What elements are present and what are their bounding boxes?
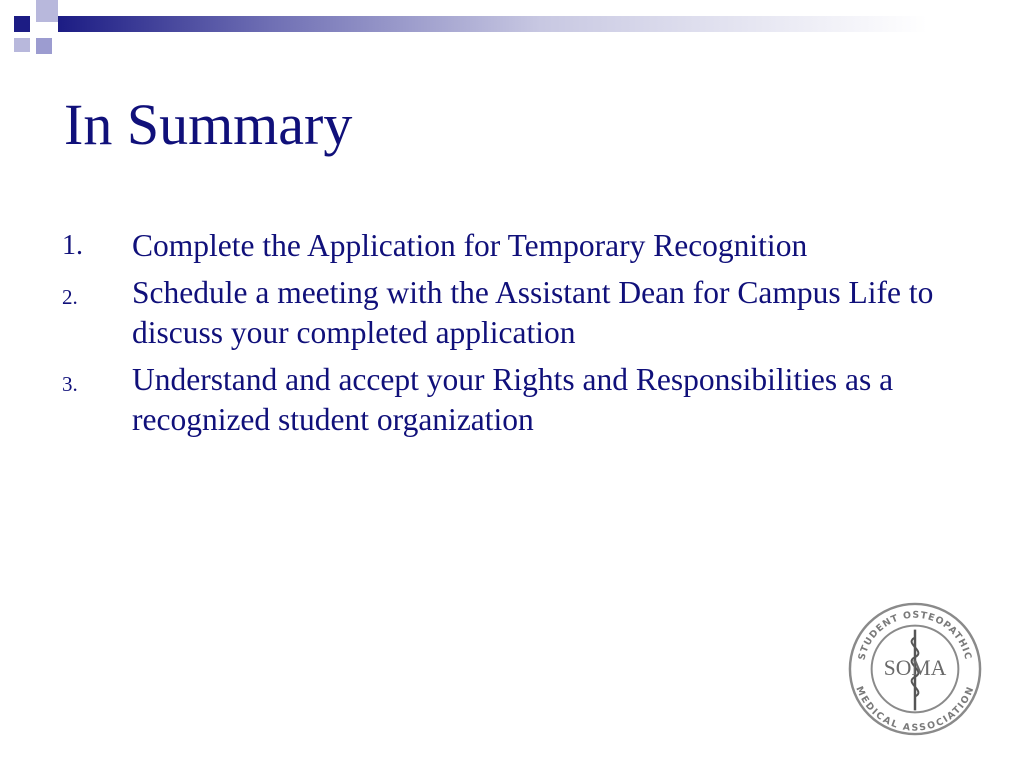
logo-ring-text-bottom: MEDICAL ASSOCIATION <box>853 684 977 734</box>
list-item-text: Complete the Application for Temporary Recognition <box>132 228 808 263</box>
header-gradient-band <box>58 16 1024 32</box>
deco-square-light <box>14 38 30 52</box>
soma-logo <box>846 600 984 738</box>
list-item-number: 2. <box>62 285 78 309</box>
deco-square-light <box>36 0 58 22</box>
list-item <box>62 360 982 440</box>
list-item-number: 3. <box>62 372 78 396</box>
list-item-text: Schedule a meeting with the Assistant Dean for Campus Life to discuss your completed application <box>132 275 934 350</box>
deco-square-dark <box>14 16 30 32</box>
deco-square-mid <box>36 38 52 54</box>
list-item <box>62 273 982 353</box>
summary-list <box>62 226 982 447</box>
list-item-number: 1. <box>62 230 83 261</box>
logo-ring-text-top: STUDENT OSTEOPATHIC <box>856 609 974 662</box>
list-item-text: Understand and accept your Rights and Responsibilities as a recognized student organization <box>132 362 894 437</box>
slide-title: In Summary <box>64 92 353 157</box>
list-item <box>62 226 982 266</box>
logo-abbreviation: SOMA <box>883 655 947 680</box>
